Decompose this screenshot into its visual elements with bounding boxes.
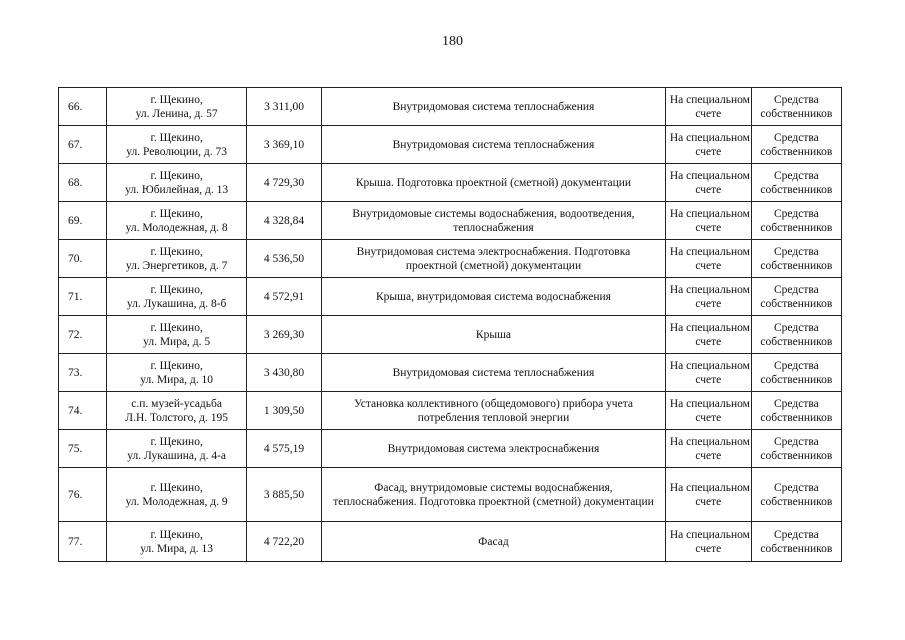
table-row	[59, 202, 842, 240]
address-line: г. Щекино,	[150, 435, 203, 448]
work-line: теплоснабжения	[453, 221, 534, 234]
source-line: собственников	[760, 259, 833, 272]
source-line: собственников	[760, 145, 833, 158]
row-number: 74.	[59, 392, 107, 430]
source-line: собственников	[760, 449, 833, 462]
source-line: Средства	[774, 528, 819, 541]
address-cell	[107, 316, 247, 354]
funding-source-cell	[751, 164, 841, 202]
funding-source-cell	[751, 392, 841, 430]
row-number: 69.	[59, 202, 107, 240]
account-line: На специальном	[669, 93, 750, 106]
account-method-cell	[665, 278, 751, 316]
address-line: ул. Ленина, д. 57	[135, 107, 218, 120]
account-line: счете	[695, 259, 722, 272]
account-line: На специальном	[669, 359, 750, 372]
address-line: ул. Мира, д. 10	[140, 373, 214, 386]
work-line: Внутридомовая система теплоснабжения	[392, 138, 595, 151]
row-number: 68.	[59, 164, 107, 202]
funding-source-cell	[751, 88, 841, 126]
source-line: Средства	[774, 397, 819, 410]
source-line: собственников	[760, 373, 833, 386]
account-line: счете	[695, 221, 722, 234]
address-line: ул. Молодежная, д. 8	[125, 221, 228, 234]
source-line: собственников	[760, 495, 833, 508]
account-line: счете	[695, 542, 722, 555]
capital-repair-table	[58, 87, 842, 562]
address-cell	[107, 468, 247, 522]
table-row	[59, 430, 842, 468]
account-line: счете	[695, 495, 722, 508]
address-line: ул. Лукашина, д. 4-а	[127, 449, 227, 462]
address-line: ул. Мира, д. 13	[140, 542, 214, 555]
source-line: Средства	[774, 435, 819, 448]
work-type-cell	[322, 522, 666, 562]
table-row	[59, 468, 842, 522]
work-line: теплоснабжения. Подготовка проектной (сметной) документации	[333, 495, 654, 508]
row-number: 70.	[59, 240, 107, 278]
source-line: собственников	[760, 297, 833, 310]
table-row	[59, 316, 842, 354]
source-line: Средства	[774, 481, 819, 494]
area-cell: 4 722,20	[246, 522, 321, 562]
address-cell	[107, 164, 247, 202]
address-line: г. Щекино,	[150, 131, 203, 144]
account-line: счете	[695, 411, 722, 424]
address-line: г. Щекино,	[150, 245, 203, 258]
address-cell	[107, 430, 247, 468]
area-cell: 4 328,84	[246, 202, 321, 240]
row-number: 73.	[59, 354, 107, 392]
page-number: 180	[442, 34, 463, 49]
area-cell: 4 536,50	[246, 240, 321, 278]
address-line: ул. Энергетиков, д. 7	[125, 259, 228, 272]
work-type-cell	[322, 278, 666, 316]
table-row	[59, 392, 842, 430]
address-cell	[107, 354, 247, 392]
account-line: На специальном	[669, 481, 750, 494]
source-line: Средства	[774, 207, 819, 220]
source-line: Средства	[774, 131, 819, 144]
work-line: Крыша. Подготовка проектной (сметной) документации	[355, 176, 632, 189]
work-line: Фасад	[478, 535, 509, 548]
account-line: счете	[695, 145, 722, 158]
work-line: Установка коллективного (общедомового) прибора учета	[353, 397, 633, 410]
source-line: собственников	[760, 183, 833, 196]
account-method-cell	[665, 164, 751, 202]
row-number: 66.	[59, 88, 107, 126]
table-row	[59, 240, 842, 278]
account-method-cell	[665, 240, 751, 278]
source-line: Средства	[774, 245, 819, 258]
table-row	[59, 126, 842, 164]
account-method-cell	[665, 522, 751, 562]
area-cell: 3 885,50	[246, 468, 321, 522]
source-line: собственников	[760, 221, 833, 234]
area-cell: 3 311,00	[246, 88, 321, 126]
account-line: счете	[695, 183, 722, 196]
work-type-cell	[322, 126, 666, 164]
funding-source-cell	[751, 354, 841, 392]
account-method-cell	[665, 354, 751, 392]
address-line: ул. Революции, д. 73	[126, 145, 227, 158]
area-cell: 3 430,80	[246, 354, 321, 392]
work-line: Внутридомовая система электроснабжения. Подготовка	[356, 245, 631, 258]
source-line: Средства	[774, 321, 819, 334]
account-method-cell	[665, 430, 751, 468]
source-line: Средства	[774, 283, 819, 296]
account-method-cell	[665, 468, 751, 522]
row-number: 77.	[59, 522, 107, 562]
row-number: 72.	[59, 316, 107, 354]
source-line: Средства	[774, 93, 819, 106]
account-line: На специальном	[669, 131, 750, 144]
address-line: г. Щекино,	[150, 169, 203, 182]
work-type-cell	[322, 392, 666, 430]
work-line: Крыша	[475, 328, 512, 341]
table-row	[59, 278, 842, 316]
address-cell	[107, 202, 247, 240]
work-type-cell	[322, 240, 666, 278]
account-line: На специальном	[669, 207, 750, 220]
funding-source-cell	[751, 316, 841, 354]
account-line: счете	[695, 335, 722, 348]
row-number: 76.	[59, 468, 107, 522]
work-line: проектной (сметной) документации	[405, 259, 582, 272]
address-cell	[107, 88, 247, 126]
source-line: собственников	[760, 335, 833, 348]
address-cell	[107, 126, 247, 164]
account-method-cell	[665, 202, 751, 240]
account-method-cell	[665, 126, 751, 164]
address-cell	[107, 522, 247, 562]
work-type-cell	[322, 316, 666, 354]
work-line: Внутридомовая система теплоснабжения	[392, 366, 595, 379]
funding-source-cell	[751, 522, 841, 562]
address-line: г. Щекино,	[150, 93, 203, 106]
funding-source-cell	[751, 430, 841, 468]
address-cell	[107, 240, 247, 278]
address-cell	[107, 392, 247, 430]
area-cell: 4 575,19	[246, 430, 321, 468]
address-line: с.п. музей-усадьба	[131, 397, 222, 410]
funding-source-cell	[751, 278, 841, 316]
funding-source-cell	[751, 240, 841, 278]
address-cell	[107, 278, 247, 316]
address-line: ул. Юбилейная, д. 13	[125, 183, 229, 196]
address-line: ул. Лукашина, д. 8-б	[126, 297, 227, 310]
account-line: На специальном	[669, 283, 750, 296]
account-method-cell	[665, 392, 751, 430]
area-cell: 4 729,30	[246, 164, 321, 202]
address-line: Л.Н. Толстого, д. 195	[125, 411, 229, 424]
funding-source-cell	[751, 202, 841, 240]
account-line: На специальном	[669, 397, 750, 410]
table-row	[59, 354, 842, 392]
work-type-cell	[322, 354, 666, 392]
address-line: ул. Молодежная, д. 9	[125, 495, 228, 508]
table-body	[59, 88, 842, 562]
work-line: Крыша, внутридомовая система водоснабжения	[375, 290, 611, 303]
row-number: 75.	[59, 430, 107, 468]
area-cell: 1 309,50	[246, 392, 321, 430]
row-number: 71.	[59, 278, 107, 316]
account-line: На специальном	[669, 245, 750, 258]
address-line: ул. Мира, д. 5	[143, 335, 211, 348]
address-line: г. Щекино,	[150, 481, 203, 494]
account-method-cell	[665, 88, 751, 126]
funding-source-cell	[751, 126, 841, 164]
source-line: Средства	[774, 169, 819, 182]
funding-source-cell	[751, 468, 841, 522]
address-line: г. Щекино,	[150, 321, 203, 334]
table-row	[59, 164, 842, 202]
account-method-cell	[665, 316, 751, 354]
work-line: Внутридомовые системы водоснабжения, водоотведения,	[352, 207, 635, 220]
account-line: На специальном	[669, 169, 750, 182]
address-line: г. Щекино,	[150, 528, 203, 541]
source-line: собственников	[760, 542, 833, 555]
work-line: Внутридомовая система электроснабжения	[387, 442, 600, 455]
account-line: На специальном	[669, 528, 750, 541]
table-row	[59, 88, 842, 126]
work-type-cell	[322, 164, 666, 202]
source-line: собственников	[760, 411, 833, 424]
table-row	[59, 522, 842, 562]
work-line: Фасад, внутридомовые системы водоснабжения,	[374, 481, 613, 494]
area-cell: 4 572,91	[246, 278, 321, 316]
work-type-cell	[322, 88, 666, 126]
source-line: собственников	[760, 107, 833, 120]
account-line: счете	[695, 373, 722, 386]
work-type-cell	[322, 430, 666, 468]
account-line: счете	[695, 107, 722, 120]
address-line: г. Щекино,	[150, 283, 203, 296]
work-line: потребления тепловой энергии	[417, 411, 570, 424]
address-line: г. Щекино,	[150, 207, 203, 220]
work-type-cell	[322, 468, 666, 522]
work-type-cell	[322, 202, 666, 240]
work-line: Внутридомовая система теплоснабжения	[392, 100, 595, 113]
source-line: Средства	[774, 359, 819, 372]
row-number: 67.	[59, 126, 107, 164]
area-cell: 3 269,30	[246, 316, 321, 354]
account-line: На специальном	[669, 321, 750, 334]
account-line: счете	[695, 297, 722, 310]
account-line: На специальном	[669, 435, 750, 448]
account-line: счете	[695, 449, 722, 462]
address-line: г. Щекино,	[150, 359, 203, 372]
area-cell: 3 369,10	[246, 126, 321, 164]
